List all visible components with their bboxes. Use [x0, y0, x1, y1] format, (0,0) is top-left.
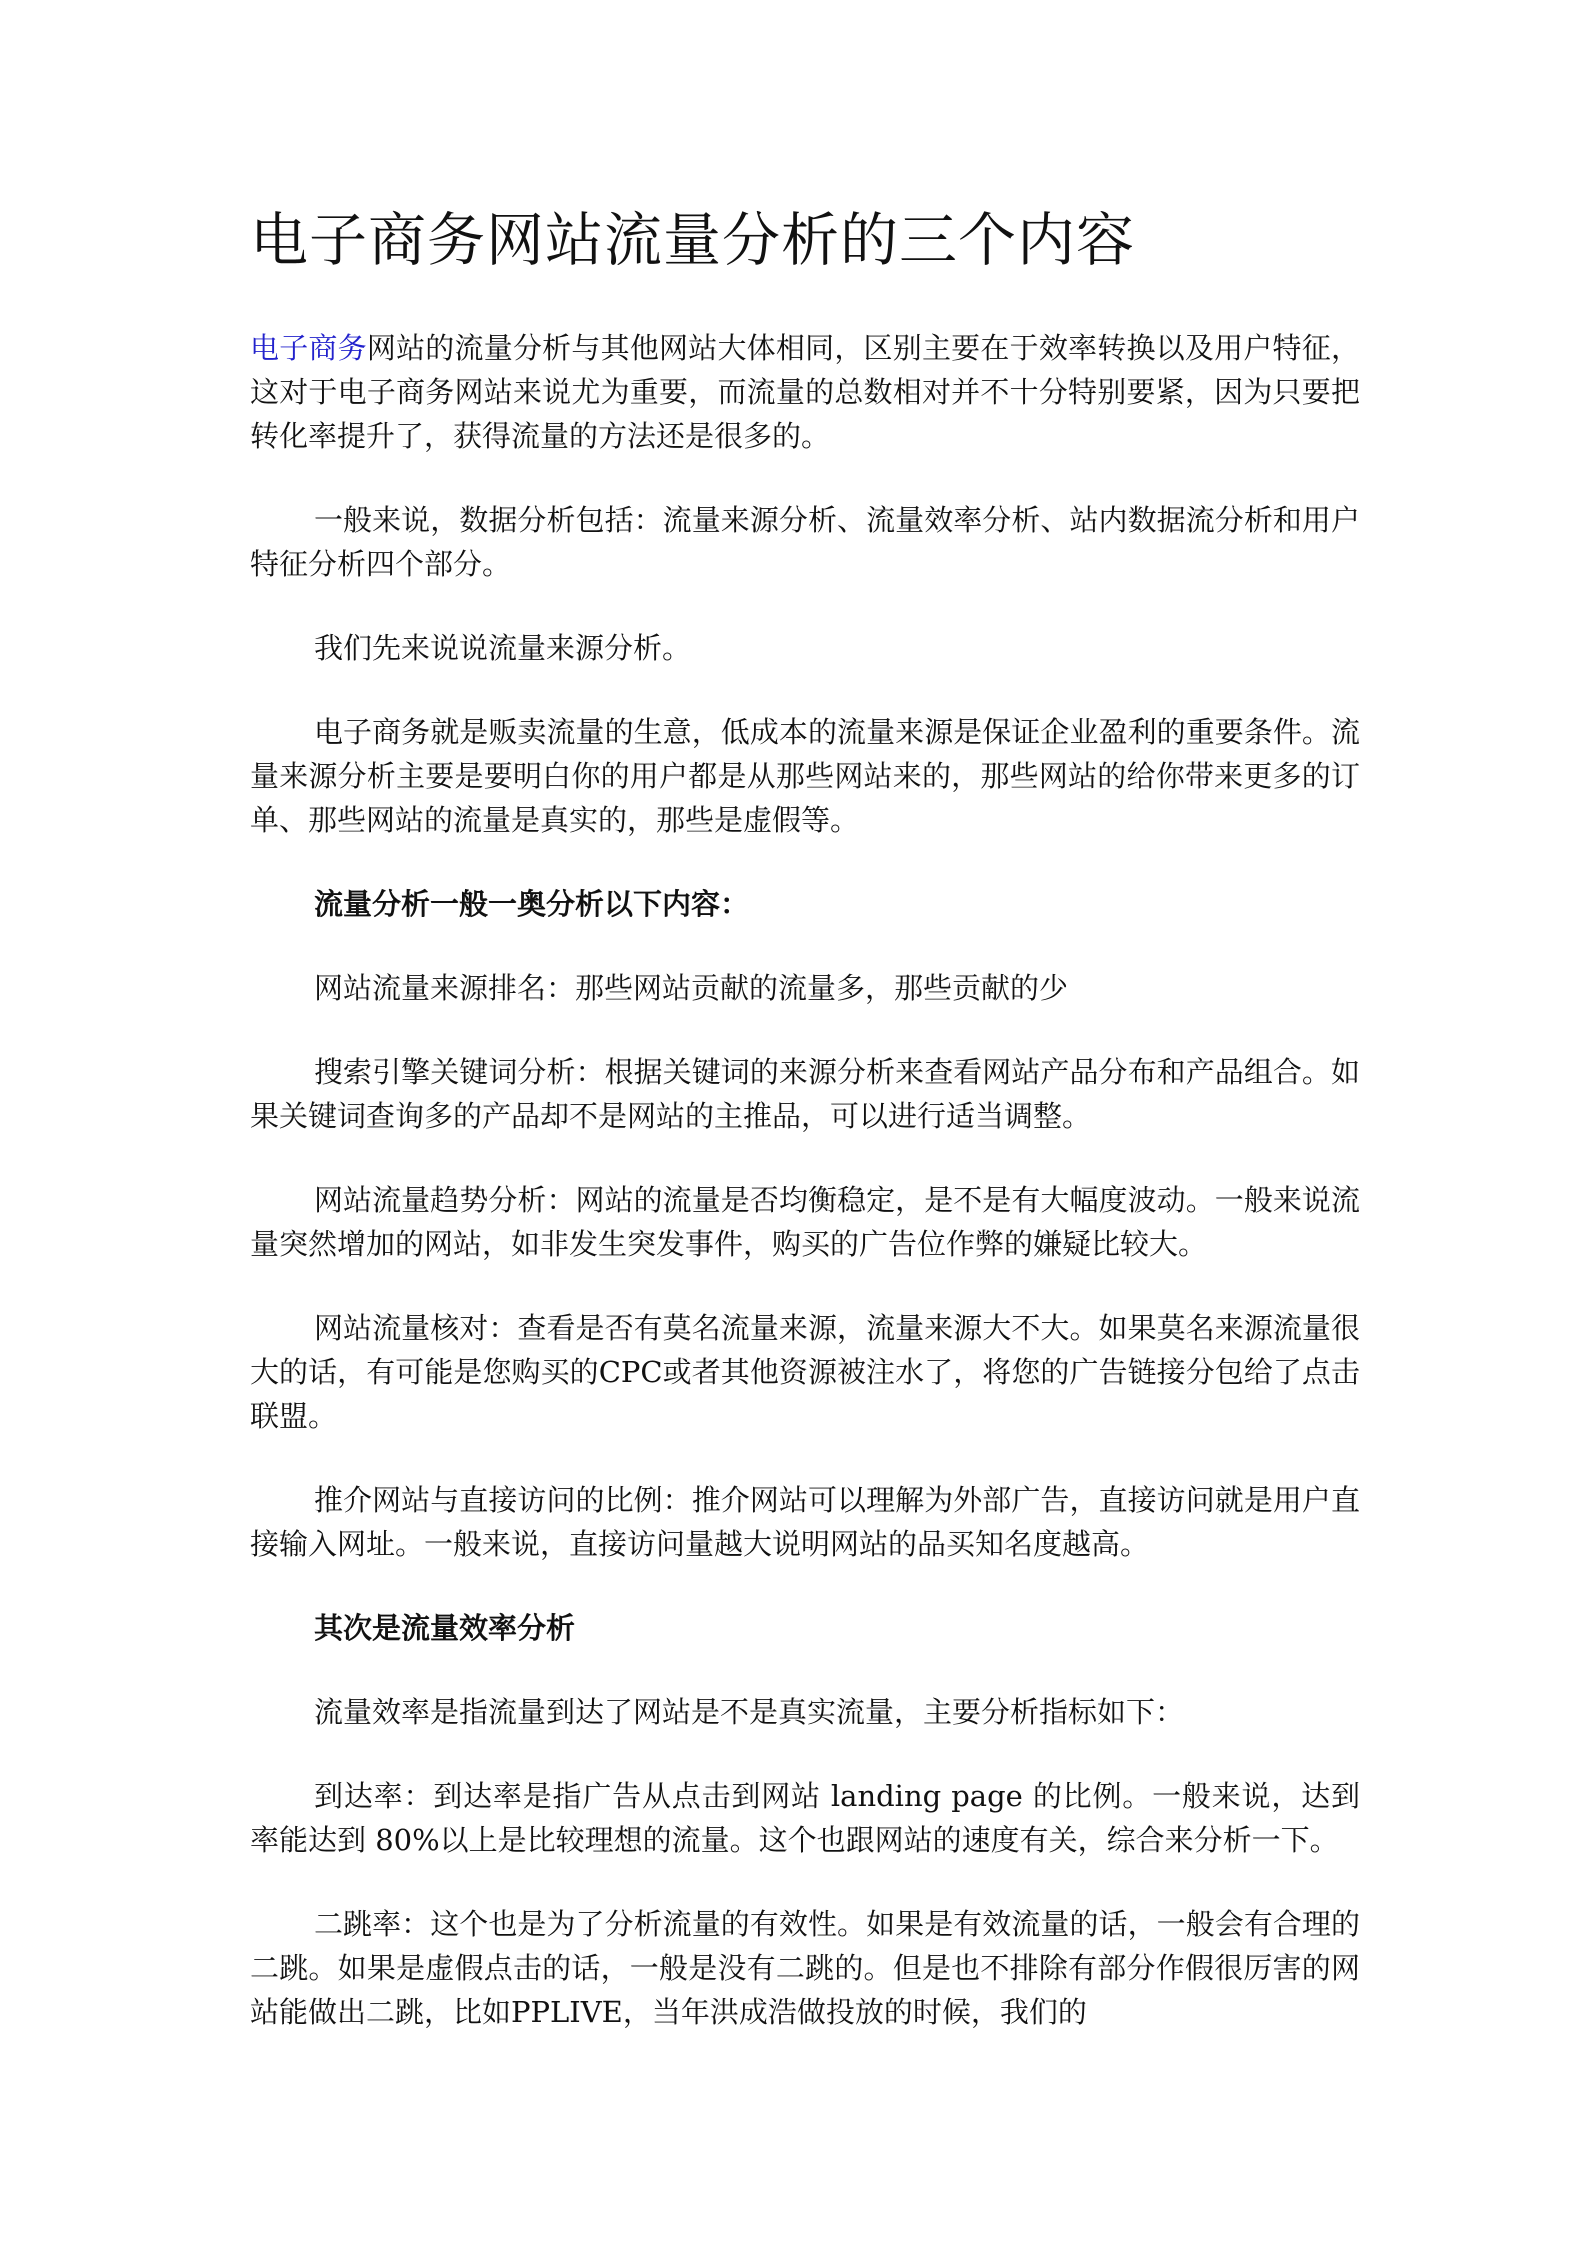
intro-paragraph [250, 326, 1360, 458]
ecommerce-link[interactable]: 电子商务 [250, 331, 367, 365]
document-page [250, 200, 1360, 2074]
paragraph-traffic-check: 网站流量核对：查看是否有莫名流量来源，流量来源大不大。如果莫名来源流量很大的话，有可能是您购买的CPC或者其他资源被注水了，将您的广告链接分包给了点击联盟。 [250, 1311, 1360, 1433]
section-heading-efficiency: 其次是流量效率分析 [314, 1611, 576, 1645]
intro-text: 网站的流量分析与其他网站大体相同，区别主要在于效率转换以及用户特征，这对于电子商务网站来说尤为重要，而流量的总数相对并不十分特别要紧，因为只要把转化率提升了，获得流量的方法还是很多的。 [250, 331, 1360, 453]
paragraph-source-ranking: 网站流量来源排名：那些网站贡献的流量多，那些贡献的少 [314, 971, 1069, 1005]
paragraph-second-jump-rate: 二跳率：这个也是为了分析流量的有效性。如果是有效流量的话，一般会有合理的二跳。如果是虚假点击的话，一般是没有二跳的。但是也不排除有部分作假很厉害的网站能做出二跳，比如PPLIVE，当年洪成浩做投放的时候，我们的 [250, 1907, 1360, 2029]
paragraph-source-intro: 我们先来说说流量来源分析。 [314, 631, 692, 665]
section-heading-source-contents: 流量分析一般一奥分析以下内容： [314, 887, 750, 921]
page-title: 电子商务网站流量分析的三个内容 [250, 206, 1136, 274]
paragraph-arrival-rate: 到达率：到达率是指广告从点击到网站 landing page 的比例。一般来说，达到率能达到 80%以上是比较理想的流量。这个也跟网站的速度有关，综合来分析一下。 [250, 1779, 1360, 1857]
paragraph-efficiency-definition: 流量效率是指流量到达了网站是不是真实流量，主要分析指标如下： [314, 1695, 1185, 1729]
paragraph-referral-ratio: 推介网站与直接访问的比例：推介网站可以理解为外部广告，直接访问就是用户直接输入网址。一般来说，直接访问量越大说明网站的品买知名度越高。 [250, 1483, 1360, 1561]
paragraph-analysis-scope: 一般来说，数据分析包括：流量来源分析、流量效率分析、站内数据流分析和用户特征分析四个部分。 [250, 503, 1360, 581]
paragraph-source-importance: 电子商务就是贩卖流量的生意，低成本的流量来源是保证企业盈利的重要条件。流量来源分析主要是要明白你的用户都是从那些网站来的，那些网站的给你带来更多的订单、那些网站的流量是真实的，那些是虚假等。 [250, 715, 1360, 837]
paragraph-keyword-analysis: 搜索引擎关键词分析：根据关键词的来源分析来查看网站产品分布和产品组合。如果关键词查询多的产品却不是网站的主推品，可以进行适当调整。 [250, 1055, 1360, 1133]
paragraph-trend-analysis: 网站流量趋势分析：网站的流量是否均衡稳定，是不是有大幅度波动。一般来说流量突然增加的网站，如非发生突发事件，购买的广告位作弊的嫌疑比较大。 [250, 1183, 1360, 1261]
